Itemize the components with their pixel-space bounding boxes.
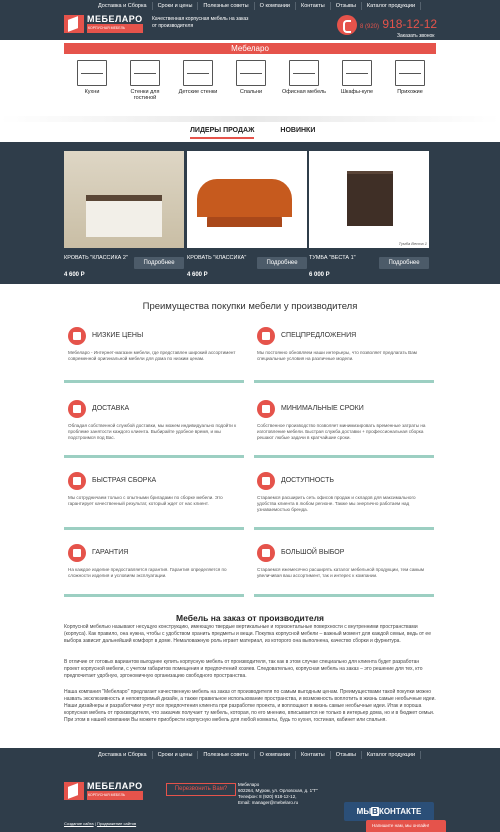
divider-strip: [0, 116, 500, 122]
phone-icon: [337, 15, 357, 35]
product-card: [64, 151, 184, 278]
wardrobe-icon: [342, 60, 372, 86]
product-image[interactable]: [187, 151, 307, 248]
logo-sub: КОРПУСНАЯ МЕБЕЛЬ: [87, 24, 143, 33]
category-kitchens[interactable]: Кухни: [66, 60, 118, 110]
banner: Мебеларо: [64, 43, 436, 54]
tools-icon: [68, 472, 86, 490]
product-card: [309, 151, 429, 278]
seo-paragraph: Корпусной мебелью называют несущую конструкцию, имеющую твердые вертикальные и горизонтальные поверхности с внутренними пространствами (корпуса). Как правило, она нужна, чтобы с удобством хранить предметы и вещи. Покупка корпусной мебели – важный момент для каждой семьи, ведь от ее выбора зависит дальнейший комфорт в доме. Немаловажную роль играет материал, из которого она выполнена, качество сборки и фурнитура.: [64, 624, 431, 644]
phone-number[interactable]: 8 (920) 918-12-12: [360, 17, 438, 31]
tagline: Качественная корпусная мебель на заказ от производителя: [152, 16, 249, 29]
shield-icon: [68, 544, 86, 562]
footer-nav-contacts[interactable]: Контакты: [296, 751, 331, 759]
callback-button[interactable]: Перезвонить Вам?: [166, 783, 236, 796]
product-image[interactable]: [309, 151, 429, 248]
link-seo[interactable]: Продвижение сайтов: [96, 821, 137, 826]
advantages-title: Преимущества покупки мебели у производителя: [142, 301, 358, 312]
chat-icon: [257, 544, 275, 562]
pin-icon: [257, 472, 275, 490]
bed-icon: [236, 60, 266, 86]
seo-paragraph: Наша компания "Мебеларо" предлагает качественную мебель на заказ от производителя по самым выгодным ценам. Преимуществами такой покупки можно назвать эксклюзивность и неповторимый дизайн, а также правильное использование пространства, и возможность воплотить в жизнь самые необычные идеи. Наши дизайнеры и разработчики учтут все предпочтения клиента при разработке проекта, и воплощают в жизнь самые необычные идеи. Итак и хороша корпусная мебель от производителя, что заказчик получает ту мебель, которая, по его мнению, вписывается не только в интерьер дома, но и в бюджет семьи. При этом в нашей компании Вы можете приобрести корпусную мебель для любой комнаты, будь то кухня, гостиная, кабинет или спальня.: [64, 689, 436, 723]
footer-nav-catalog[interactable]: Каталог продукции: [362, 751, 421, 759]
online-chat-button[interactable]: Напишите нам, мы онлайн!: [366, 820, 446, 832]
bookmark-icon: [257, 327, 275, 345]
nav-contacts[interactable]: Контакты: [296, 2, 331, 10]
nav-about[interactable]: О компании: [255, 2, 296, 10]
callback-link[interactable]: Заказать звонок: [397, 33, 435, 39]
logo-icon: [64, 782, 84, 800]
vk-icon: В: [372, 807, 378, 816]
product-name[interactable]: КРОВАТЬ "КЛАССИКА": [187, 255, 247, 261]
products-carousel: [0, 142, 500, 284]
nav-reviews[interactable]: Отзывы: [331, 2, 362, 10]
category-bedrooms[interactable]: Спальни: [225, 60, 277, 110]
bunk-bed-icon: [183, 60, 213, 86]
product-image[interactable]: [64, 151, 184, 248]
footer-nav-reviews[interactable]: Отзывы: [331, 751, 362, 759]
product-tabs: [190, 127, 315, 139]
category-living-walls[interactable]: Стенки для гостиной: [119, 60, 171, 110]
address: 602264, Муром, ул. Орловская, д. 1"Г": [238, 788, 318, 793]
office-desk-icon: [289, 60, 319, 86]
category-office[interactable]: Офисная мебель: [278, 60, 330, 110]
globe-icon: [68, 400, 86, 418]
divider: [64, 380, 244, 383]
divider: [254, 380, 434, 383]
logo-icon: [64, 15, 84, 33]
footer-nav-prices[interactable]: Сроки и цены: [153, 751, 199, 759]
link-site-creation[interactable]: Создание сайта: [64, 821, 94, 826]
divider: [64, 594, 244, 597]
product-card: [187, 151, 307, 278]
nav-catalog[interactable]: Каталог продукции: [362, 2, 421, 10]
footer-phone[interactable]: Телефон: 8 (920) 918-12-12,: [238, 794, 297, 799]
footer-links: Создание сайта | Продвижение сайтов: [64, 821, 137, 826]
vk-widget[interactable]: МЫВКОНТАКТЕ: [344, 802, 434, 821]
footer-contacts: [238, 782, 338, 806]
nav-delivery[interactable]: Доставка и Сборка: [93, 2, 153, 10]
category-kids[interactable]: Детские стенки: [172, 60, 224, 110]
footer-logo[interactable]: МЕБЕЛАРО КОРПУСНАЯ МЕБЕЛЬ: [64, 782, 143, 800]
footer-email[interactable]: Email: manager@mebelaro.ru: [238, 800, 299, 805]
divider: [254, 455, 434, 458]
tag-icon: [68, 327, 86, 345]
nav-prices[interactable]: Сроки и цены: [153, 2, 199, 10]
seo-paragraph: В отличие от готовых вариантов выгоднее купить корпусную мебель от производителя, так как в этом случае специально для клиента будет разработан проект корпусной мебели, с учетом габаритов помещения и предпочтений хозяев. Следовательно, корпусная мебель на заказ – это решение для тех, кто предпочитает удобную, эргономичную организацию свободного пространства.: [64, 659, 423, 679]
category-menu: [66, 60, 436, 110]
hallway-icon: [395, 60, 425, 86]
header: [0, 0, 500, 40]
footer-nav-about[interactable]: О компании: [255, 751, 296, 759]
footer: [0, 748, 500, 832]
nav-tips[interactable]: Полезные советы: [198, 2, 254, 10]
product-price: 6 000 Р: [309, 272, 330, 278]
details-button[interactable]: Подробнее: [257, 257, 307, 269]
tab-new[interactable]: НОВИНКИ: [280, 127, 316, 134]
divider: [254, 527, 434, 530]
kitchen-icon: [77, 60, 107, 86]
details-button[interactable]: Подробнее: [379, 257, 429, 269]
divider: [254, 594, 434, 597]
clock-icon: [257, 400, 275, 418]
top-nav: [93, 2, 421, 10]
company-name: Мебеларо: [238, 782, 260, 787]
category-wardrobes[interactable]: Шкафы-купе: [331, 60, 383, 110]
product-name[interactable]: ТУМБА "ВЕСТА 1": [309, 255, 356, 261]
product-image-caption: Тумба Веста 1: [398, 241, 427, 246]
tab-bestsellers[interactable]: ЛИДЕРЫ ПРОДАЖ: [190, 127, 254, 139]
divider: [64, 527, 244, 530]
footer-nav: [93, 751, 421, 759]
details-button[interactable]: Подробнее: [134, 257, 184, 269]
footer-nav-tips[interactable]: Полезные советы: [198, 751, 254, 759]
product-price: 4 600 Р: [187, 272, 208, 278]
product-name[interactable]: КРОВАТЬ "КЛАССИКА 2": [64, 255, 128, 261]
divider: [64, 455, 244, 458]
product-price: 4 600 Р: [64, 272, 85, 278]
footer-nav-delivery[interactable]: Доставка и Сборка: [93, 751, 153, 759]
wall-unit-icon: [130, 60, 160, 86]
logo[interactable]: [64, 14, 148, 34]
seo-title: Мебель на заказ от производителя: [176, 613, 324, 623]
logo-name: МЕБЕЛАРО: [87, 14, 143, 24]
category-hallways[interactable]: Прихожие: [384, 60, 436, 110]
